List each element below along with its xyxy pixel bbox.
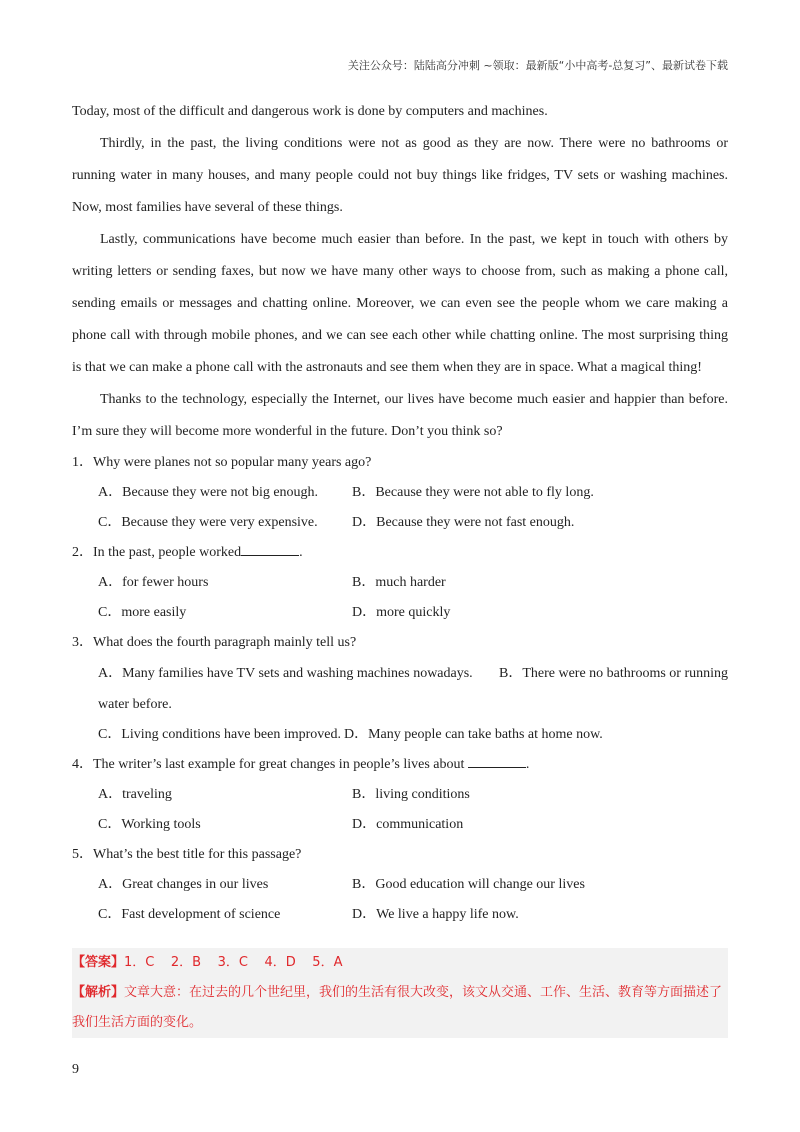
option-c: C．Fast development of science — [98, 907, 281, 922]
question-2 — [72, 538, 728, 628]
option-d: D．Many people can take baths at home now. — [344, 727, 603, 742]
option-b: B．Good education will change our lives — [352, 877, 585, 892]
option-b: B．There were no bathrooms or running — [499, 666, 728, 681]
option-a: A．for fewer hours — [98, 575, 209, 590]
option-c: C．more easily — [98, 605, 187, 620]
question-3 — [72, 628, 728, 750]
option-d: D．more quickly — [352, 605, 451, 620]
paragraph-0: Today, most of the difficult and dangerous work is done by computers and machines. — [72, 104, 548, 119]
question-1 — [72, 448, 728, 538]
answer-blank — [468, 753, 526, 768]
analysis-text: 文章大意：在过去的几个世纪里，我们的生活有很大改变，该文从交通、工作、生活、教育等方面描述了我们生活方面的变化。 — [72, 985, 723, 1030]
answer-tag: 【答案】 — [72, 955, 125, 970]
question-stem: 5．What’s the best title for this passage? — [72, 847, 302, 862]
question-5 — [72, 840, 728, 930]
answer-line — [72, 948, 728, 978]
stem-text: 2．In the past, people worked — [72, 545, 242, 560]
option-c: C．Because they were very expensive. — [98, 515, 318, 530]
answer-text: 1．C 2．B 3．C 4．D 5．A — [124, 955, 343, 970]
option-c: C．Living conditions have been improved. — [98, 727, 342, 742]
option-a: A．Because they were not big enough. — [98, 485, 319, 500]
passage — [72, 96, 728, 930]
question-stem: 1．Why were planes not so popular many years ago? — [72, 455, 372, 470]
question-stem — [72, 750, 728, 780]
option-a: A．Many families have TV sets and washing machines nowadays. — [98, 666, 473, 681]
paragraph-2: Lastly, communications have become much easier than before. In the past, we kept in touch with others by writing letters or sending faxes, but now we have many other ways to choose from, such as making a phone call, sending emails or messages and chatting online. Moreover, we can even see the people whom we care making a phone call with through mobile phones, and we can see each other while chatting online. The most surprising thing is that we can make a phone call with the astronauts and see them when they are in space. What a magical thing! — [72, 232, 728, 375]
stem-end: . — [299, 545, 303, 560]
question-stem: 3．What does the fourth paragraph mainly tell us? — [72, 635, 357, 650]
option-d: D．Because they were not fast enough. — [352, 515, 575, 530]
option-b-continued: water before. — [98, 697, 172, 712]
option-a: A．Great changes in our lives — [98, 877, 269, 892]
option-d: D．We live a happy life now. — [352, 907, 519, 922]
option-b: B．Because they were not able to fly long. — [352, 485, 594, 500]
option-a: A．traveling — [98, 787, 172, 802]
paragraph-1: Thirdly, in the past, the living conditions were not as good as they are now. There were no bathrooms or running water in many houses, and many people could not buy things like fridges, TV sets or washing machines. Now, most families have several of these things. — [72, 136, 728, 215]
stem-end: . — [525, 757, 530, 772]
analysis-line — [72, 978, 728, 1038]
page-number: 9 — [72, 1062, 79, 1077]
option-c: C．Working tools — [98, 817, 201, 832]
answer-box — [72, 948, 728, 1038]
page-header: 关注公众号：陆陆高分冲刺 ~领取：最新版“小中高考-总复习”、最新试卷下载 — [347, 59, 728, 72]
analysis-tag: 【解析】 — [72, 985, 125, 1000]
question-4 — [72, 750, 728, 840]
option-b: B．much harder — [352, 575, 446, 590]
paragraph-3: Thanks to the technology, especially the Internet, our lives have become much easier and happier than before. I’m sure they will become more wonderful in the future. Don’t you think so? — [72, 392, 728, 439]
answer-blank — [241, 541, 299, 556]
option-d: D．communication — [352, 817, 464, 832]
option-b: B．living conditions — [352, 787, 470, 802]
question-stem — [72, 538, 728, 568]
stem-text: 4．The writer’s last example for great changes in people’s lives about — [72, 757, 468, 772]
